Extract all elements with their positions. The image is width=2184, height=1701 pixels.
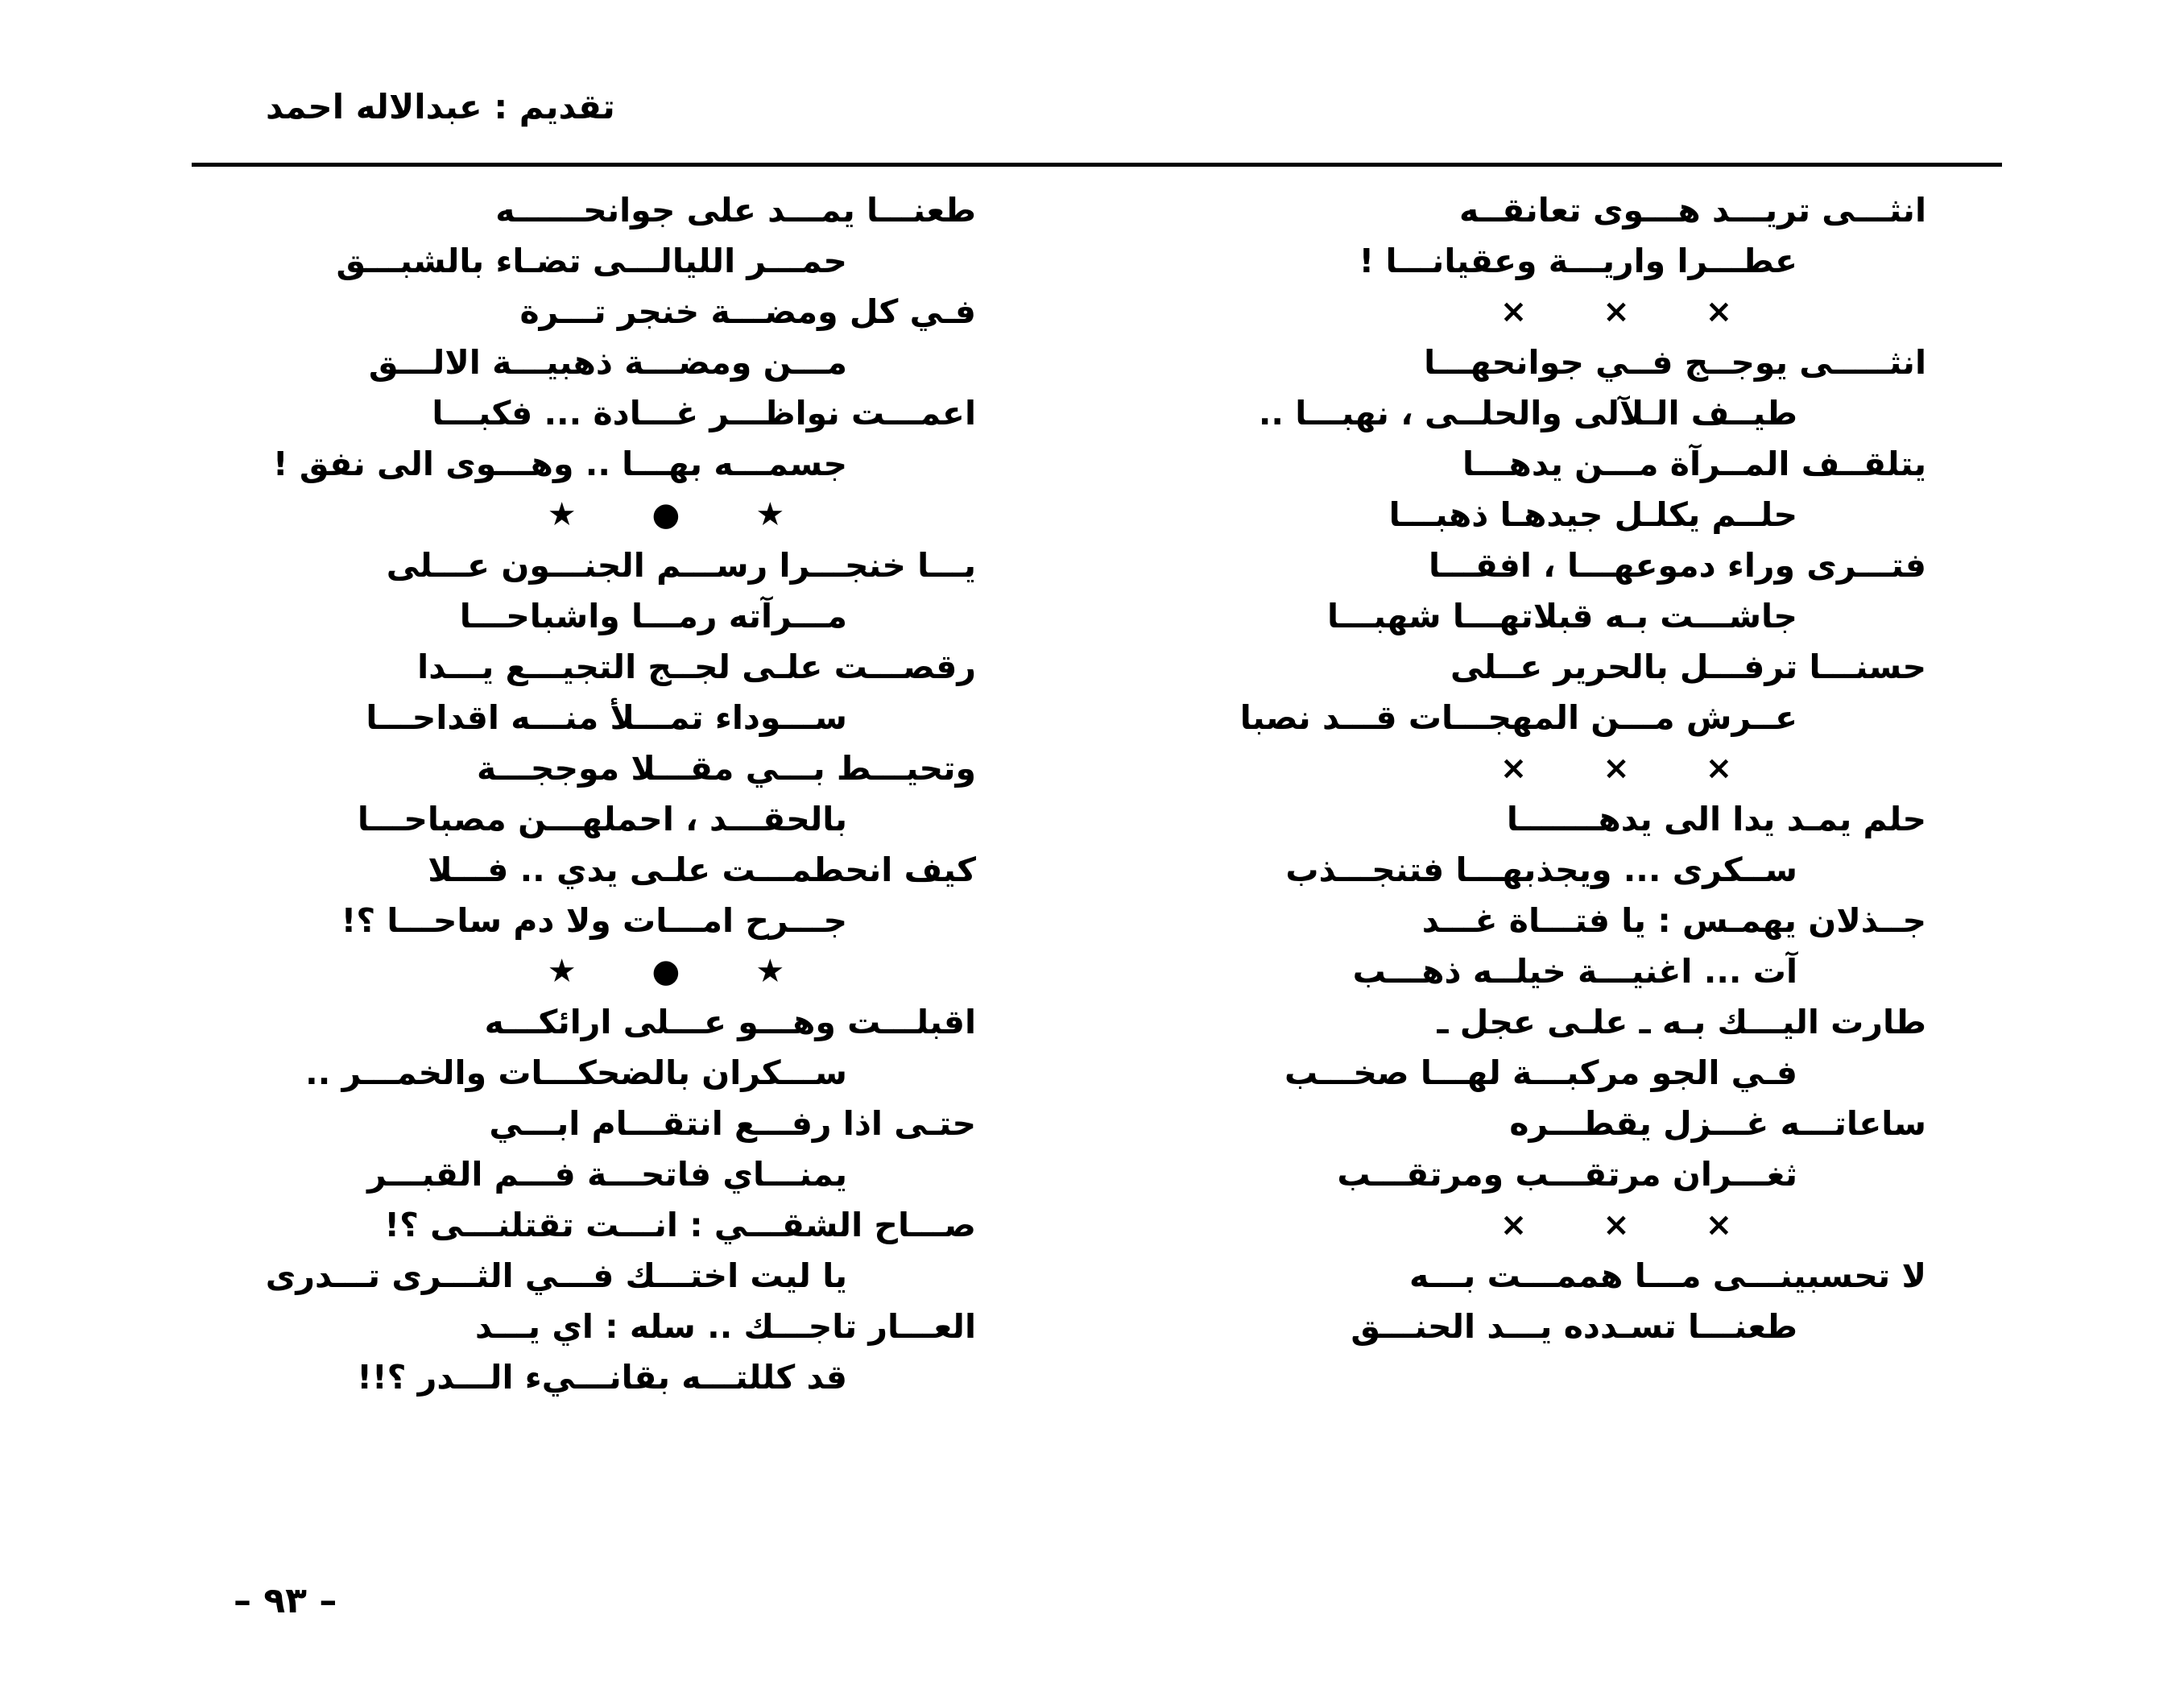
poem-line: فـي الجو مركبـــة لهـــا صخـــب [1284, 1053, 1797, 1092]
poem-line: مـــن ومضـــة ذهبيـــة الالـــق [368, 343, 847, 382]
poem-line: جـــرح امـــات ولا دم ساحـــا ؟! [341, 901, 847, 940]
poem-line: حمـــر الليالـــى تضـاء بالشبـــق [336, 242, 847, 280]
poem-column-left [211, 185, 976, 1403]
poem-line: طيــف الـلآلى والحلــى ، نهبـــا .. [1258, 394, 1797, 432]
poem-line: حتـى اذا رفـــع انتقـــام ابـــي [489, 1104, 976, 1143]
poem-line: اعمـــت نواظـــر غـــادة ... فكبـــا [432, 394, 976, 432]
poem-line: اقبلـــت وهـــو عـــلى ارائكـــه [484, 1003, 976, 1041]
poem-line: لا تحسبينـــى مـــا هممـــت بـــه [1409, 1256, 1926, 1295]
poem-line: وتحيـــط بـــي مقـــلا موججـــة [476, 749, 976, 788]
poem-line: بالحقـــد ، احملهـــن مصباحـــا [357, 800, 847, 838]
poem-line: حلــم يكلـل جيدهـا ذهبـــا [1388, 495, 1797, 534]
poem-line: صـــاح الشقـــي : انـــت تقتلنـــى ؟! [384, 1206, 976, 1244]
poem-line: جسمـــه بهـــا .. وهـــوى الى نفق ! [272, 445, 847, 483]
poem-line: يتلقــف المــرآة مـــن يدهـــا [1462, 445, 1926, 483]
poem-line: فتـــرى وراء دموعهـــا ، افقـــا [1429, 546, 1926, 585]
poem-line: جاشـــت بـه قبلاتهـــا شهبـــا [1327, 597, 1797, 635]
poem-line: ثغـــران مرتقـــب ومرتقـــب [1337, 1155, 1797, 1194]
poem-line: يا ليت اختـــك فـــي الثـــرى تـــدرى [265, 1256, 847, 1295]
poem-line: طعنـــا تسـدده يـــد الحنـــق [1351, 1307, 1797, 1346]
stanza-separator: × × × [1499, 750, 1765, 787]
poem-line: ســـكران بالضحكـــات والخمـــر .. [305, 1053, 847, 1092]
poem-line: طارت اليـــك بـه ـ علـى عجل ـ [1437, 1003, 1926, 1041]
poem-line: فـي كل ومضـــة خنجر تـــرة [519, 292, 976, 331]
poem-line: آت ... اغنيـــة خيلــه ذهـــب [1352, 952, 1797, 991]
poem-line: قد كللتـــه بقانـــيء الـــدر ؟!! [357, 1358, 847, 1397]
poem-column-right [1161, 185, 1926, 1352]
poem-line: يـــا خنجـــرا رســـم الجنـــون عـــلى [386, 546, 976, 585]
poem-line: ســكرى ... ويجذبهـــا فتنجـــذب [1285, 850, 1797, 889]
stanza-separator: × × × [1499, 1206, 1765, 1244]
poem-line: حلم يمـد يدا الى يدهـــــــا [1506, 800, 1926, 838]
poem-line: كيف انحطمـــت علـى يدي .. فـــلا [428, 850, 976, 889]
stanza-separator: ★ ● ★ [547, 496, 817, 533]
poem-line: يمنـــاي فاتحـــة فـــم القبـــر [367, 1155, 847, 1194]
poem-line: مـــرآته رمـــا واشباحـــا [459, 597, 847, 635]
poem-line: عــرش مـــن المهجـــات قـــد نصبا [1239, 698, 1797, 737]
stanza-separator: ★ ● ★ [547, 953, 817, 990]
poem-line: انثـــى تريـــد هـــوى تعانقــه [1458, 191, 1926, 230]
poem-line: ساعاتـــه غـــزل يقطـــره [1509, 1104, 1926, 1143]
poem-line: ســـوداء تمـــلأ منـــه اقداحـــا [366, 698, 847, 737]
poem-line: انثـــــى يوجــج فــي جوانحهـــا [1424, 343, 1926, 382]
poem-line: جــذلان يهمـس : يا فتـــاة غـــد [1421, 901, 1926, 940]
poem-line: حسنـــا ترفـــل بالحرير عــلى [1450, 648, 1926, 686]
poem-line: عطـــرا واريـــة وعقيانـــا ! [1359, 242, 1797, 280]
poem-line: رقصـــت علـى لجــج التجيـــع يـــدا [417, 648, 976, 686]
poem-line: العـــار تاجـــك .. سله : اي يـــد [474, 1307, 976, 1346]
page-number: – ٩٣ – [234, 1580, 337, 1621]
header-rule [192, 163, 2002, 167]
page-header-title: تقديم : عبدالاله احمد [266, 87, 615, 126]
poem-line: طعنـــا يمـــد على جوانحــــــه [495, 191, 976, 230]
stanza-separator: × × × [1499, 293, 1765, 330]
